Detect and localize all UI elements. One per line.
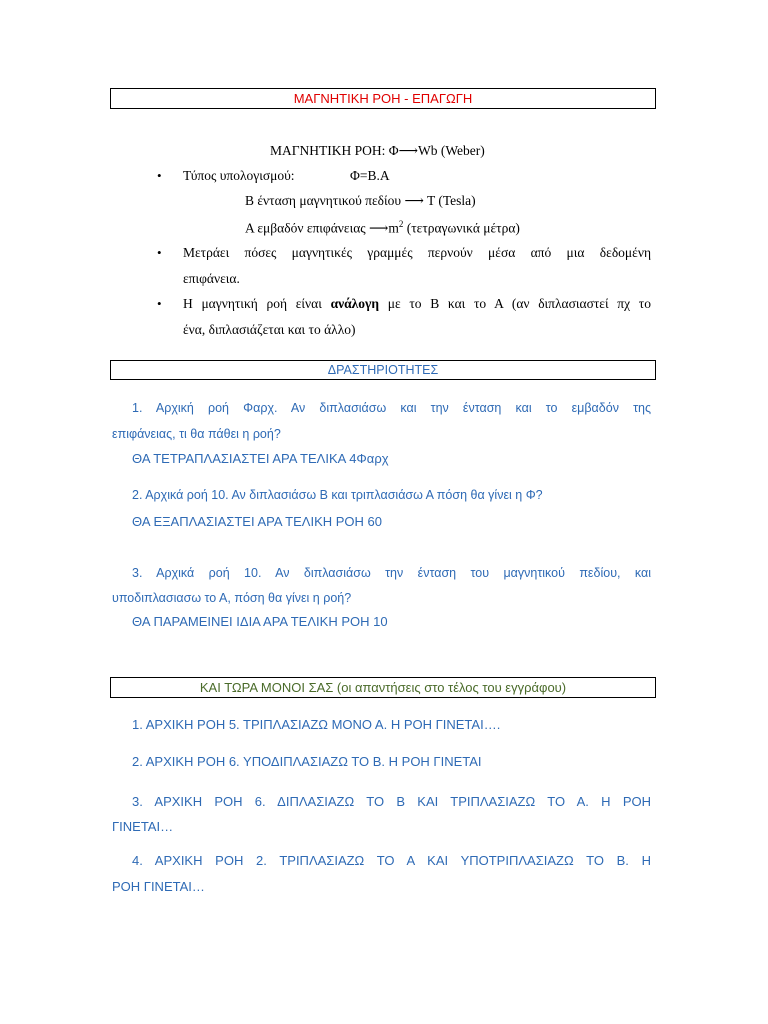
bullet-icon: • [157, 245, 162, 260]
bullet2-line1: Μετράει πόσες μαγνητικές γραμμές περνούν μέσα από μια δεδομένη [183, 245, 651, 260]
b-definition: Β ένταση μαγνητικού πεδίου ⟶ Τ (Tesla) [245, 193, 476, 208]
bullet2-line2: επιφάνεια. [183, 271, 240, 286]
exercise-4-line2: ΡΟΗ ΓΙΝΕΤΑΙ… [112, 879, 205, 894]
activity-1-question-line2: επιφάνειας, τι θα πάθει η ροή? [112, 427, 281, 441]
a-definition: Α εμβαδόν επιφάνειας $⟶m^2$ (τετραγωνικά μέτρα) [245, 219, 520, 236]
bullet3-line1: Η μαγνητική ροή είναι ανάλογη με το Β και το Α (αν διπλασιαστεί πχ το [183, 296, 651, 311]
formula-label: Τύπος υπολογισμού: [183, 168, 295, 183]
exercise-4-line1: 4. ΑΡΧΙΚΗ ΡΟΗ 2. ΤΡΙΠΛΑΣΙΑΖΩ ΤΟ Α ΚΑΙ ΥΠΟΤΡΙΠΛΑΣΙΑΖΩ ΤΟ Β. Η [132, 853, 651, 868]
activity-3-question-line1: 3. Αρχικά ροή 10. Αν διπλασιάσω την ένταση του μαγνητικού πεδίου, και [132, 566, 651, 580]
exercise-2: 2. ΑΡΧΙΚΗ ΡΟΗ 6. ΥΠΟΔΙΠΛΑΣΙΑΖΩ ΤΟ Β. Η ΡΟΗ ΓΙΝΕΤΑΙ [132, 754, 482, 769]
activity-1-answer: ΘΑ ΤΕΤΡΑΠΛΑΣΙΑΣΤΕΙ ΑΡΑ ΤΕΛΙΚΑ 4Φαρχ [132, 451, 389, 466]
activity-2-question-line1: 2. Αρχικά ροή 10. Αν διπλασιάσω Β και τριπλασιάσω Α πόση θα γίνει η Φ? [132, 488, 543, 502]
activities-heading: ΔΡΑΣΤΗΡΙΟΤΗΤΕΣ [110, 360, 656, 380]
activity-2-answer: ΘΑ ΕΞΑΠΛΑΣΙΑΣΤΕΙ ΑΡΑ ΤΕΛΙΚΗ ΡΟΗ 60 [132, 514, 382, 529]
exercise-3-line2: ΓΙΝΕΤΑΙ… [112, 819, 174, 834]
flux-definition-heading: ΜΑΓΝΗΤΙΚΗ ΡΟΗ: Φ⟶Wb (Weber) [270, 143, 485, 158]
bullet3-line2: ένα, διπλασιάζεται και το άλλο) [183, 322, 356, 337]
exercise-3-line1: 3. ΑΡΧΙΚΗ ΡΟΗ 6. ΔΙΠΛΑΣΙΑΖΩ ΤΟ Β ΚΑΙ ΤΡΙΠΛΑΣΙΑΖΩ ΤΟ Α. Η ΡΟΗ [132, 794, 651, 809]
exercises-heading: ΚΑΙ ΤΩΡΑ ΜΟΝΟΙ ΣΑΣ (οι απαντήσεις στο τέλος του εγγράφου) [110, 677, 656, 698]
formula: Φ=Β.Α [350, 168, 390, 183]
exercise-1: 1. ΑΡΧΙΚΗ ΡΟΗ 5. ΤΡΙΠΛΑΣΙΑΖΩ ΜΟΝΟ Α. Η ΡΟΗ ΓΙΝΕΤΑΙ…. [132, 717, 501, 732]
document-title: ΜΑΓΝΗΤΙΚΗ ΡΟΗ - ΕΠΑΓΩΓΗ [110, 88, 656, 109]
bullet-icon: • [157, 296, 162, 311]
activity-3-question-line2: υποδιπλασιασω το Α, πόση θα γίνει η ροή? [112, 591, 352, 605]
bullet-icon: • [157, 168, 162, 183]
activity-3-answer: ΘΑ ΠΑΡΑΜΕΙΝΕΙ ΙΔΙΑ ΑΡΑ ΤΕΛΙΚΗ ΡΟΗ 10 [132, 614, 388, 629]
activity-1-question-line1: 1. Αρχική ροή Φαρχ. Αν διπλασιάσω και την ένταση και το εμβαδόν της [132, 401, 651, 415]
